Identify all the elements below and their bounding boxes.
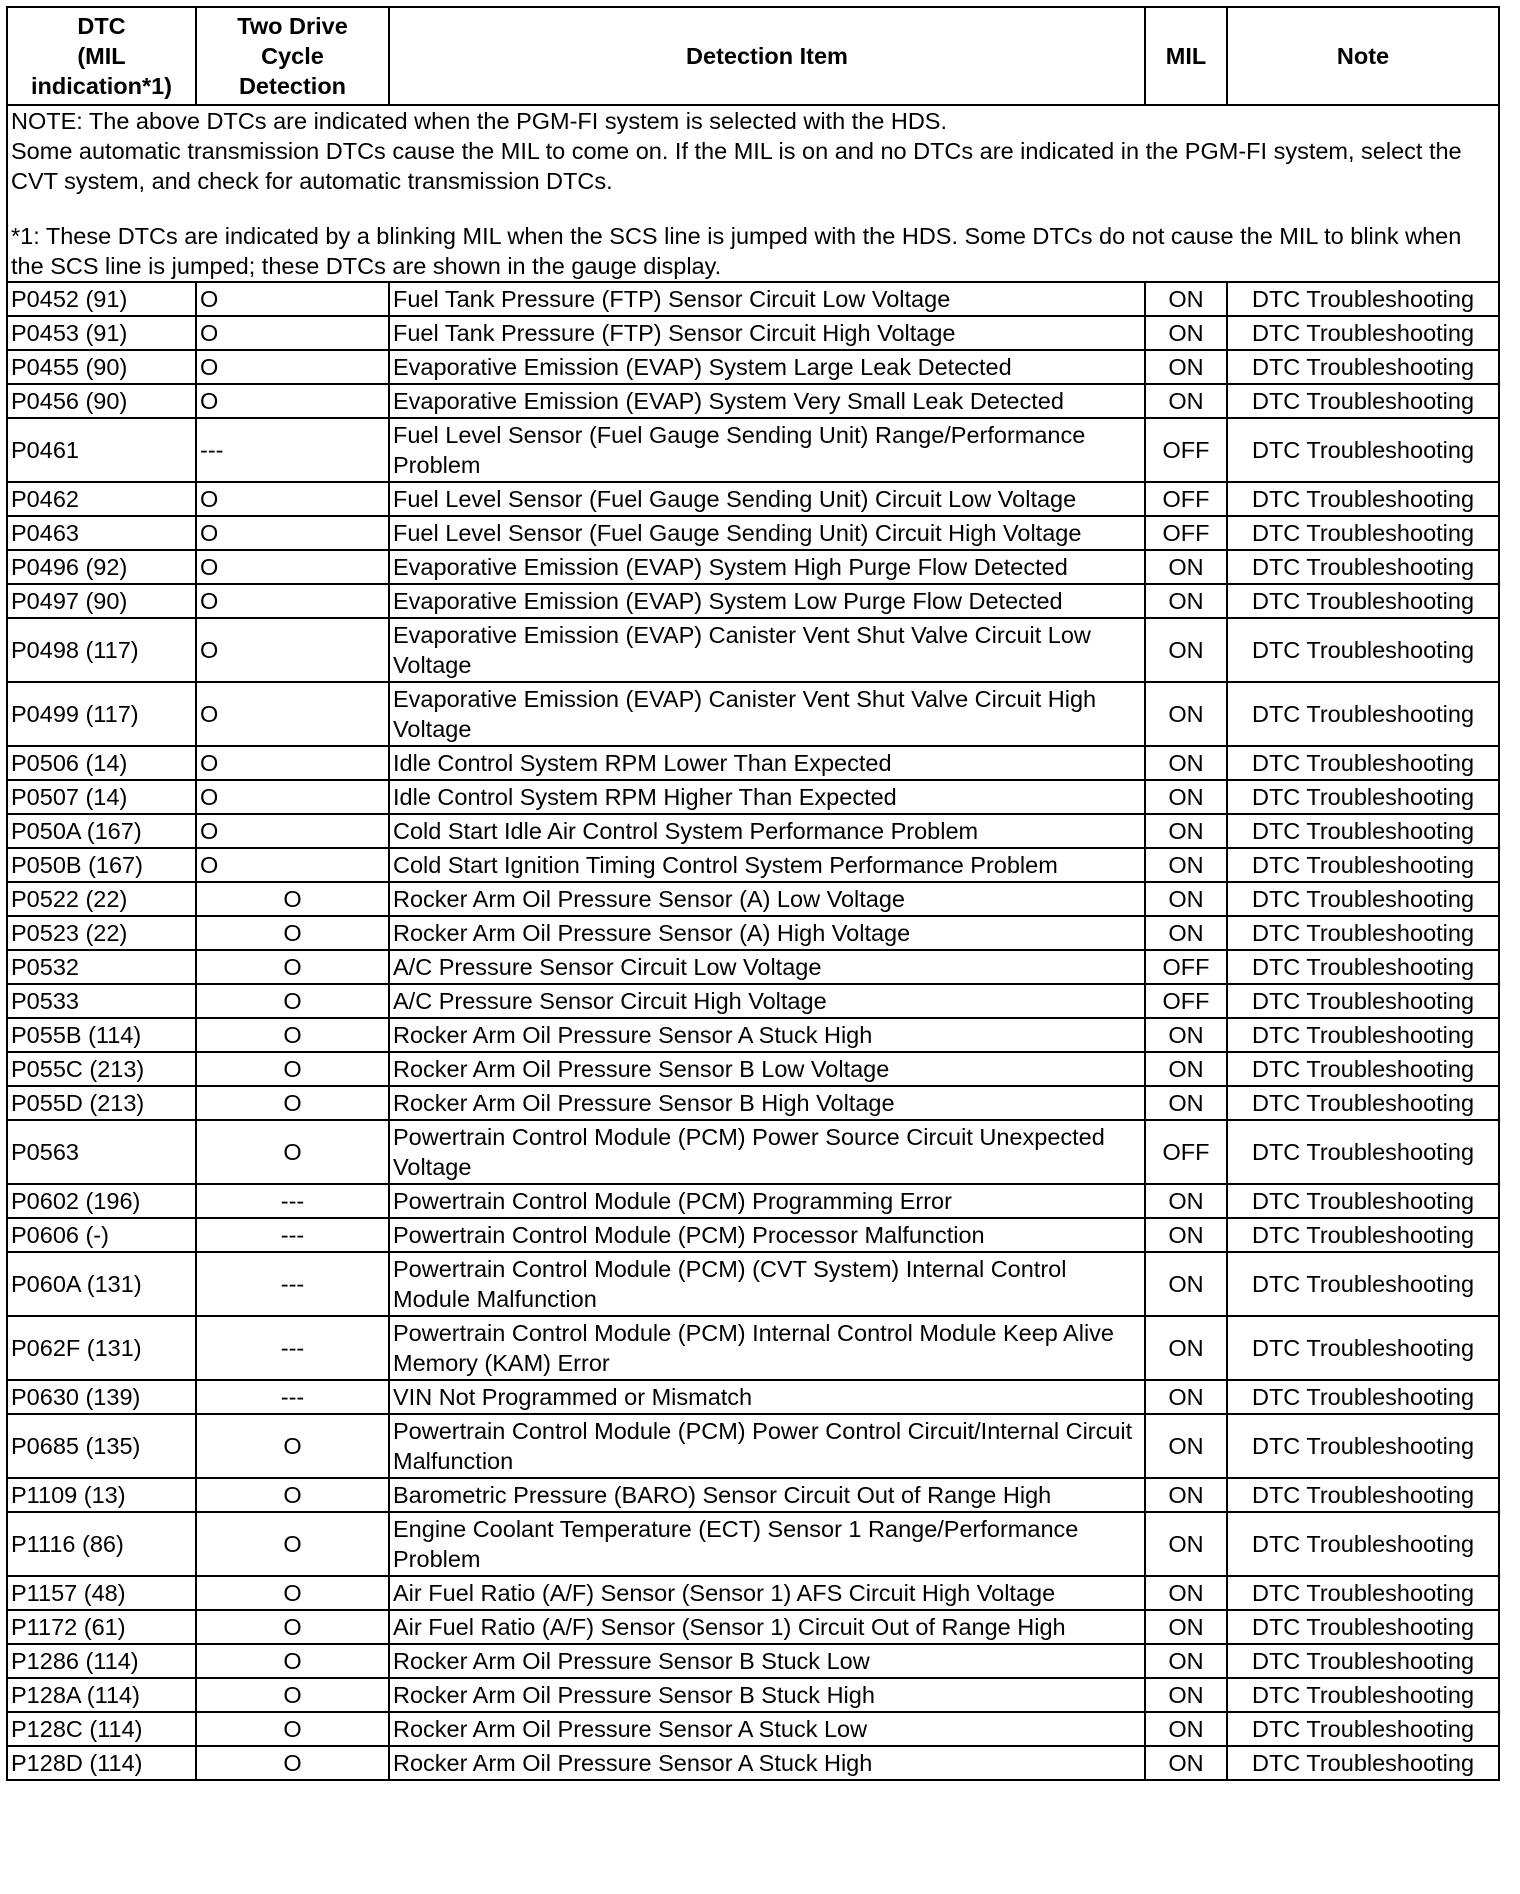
table-row bbox=[7, 1052, 1499, 1086]
table-row bbox=[7, 584, 1499, 618]
note-cell: DTC Troubleshooting bbox=[1227, 418, 1499, 482]
two-drive-cycle-cell: O bbox=[196, 950, 389, 984]
note-cell: DTC Troubleshooting bbox=[1227, 1478, 1499, 1512]
mil-status-cell: ON bbox=[1145, 1316, 1227, 1380]
detection-item-cell: Powertrain Control Module (PCM) Internal Control Module Keep Alive Memory (KAM) Error bbox=[389, 1316, 1145, 1380]
note-cell: DTC Troubleshooting bbox=[1227, 1252, 1499, 1316]
mil-status-cell: ON bbox=[1145, 1678, 1227, 1712]
table-row bbox=[7, 1316, 1499, 1380]
two-drive-cycle-cell: O bbox=[196, 550, 389, 584]
mil-status-cell: ON bbox=[1145, 682, 1227, 746]
mil-status-cell: ON bbox=[1145, 350, 1227, 384]
header-note-label: Note bbox=[1336, 43, 1390, 69]
mil-status-cell: ON bbox=[1145, 316, 1227, 350]
table-row bbox=[7, 516, 1499, 550]
mil-status-cell: OFF bbox=[1145, 418, 1227, 482]
detection-item-cell: Cold Start Ignition Timing Control System Performance Problem bbox=[389, 848, 1145, 882]
two-drive-cycle-cell: O bbox=[196, 1052, 389, 1086]
notes-cell bbox=[7, 105, 1499, 282]
table-row bbox=[7, 950, 1499, 984]
table-row bbox=[7, 848, 1499, 882]
table-row bbox=[7, 1644, 1499, 1678]
mil-status-cell: ON bbox=[1145, 282, 1227, 316]
mil-status-cell: OFF bbox=[1145, 516, 1227, 550]
table-row bbox=[7, 482, 1499, 516]
note-cell: DTC Troubleshooting bbox=[1227, 1712, 1499, 1746]
two-drive-cycle-cell: O bbox=[196, 316, 389, 350]
dtc-sheet bbox=[6, 6, 1500, 1781]
mil-status-cell: ON bbox=[1145, 584, 1227, 618]
note-cell: DTC Troubleshooting bbox=[1227, 516, 1499, 550]
mil-status-cell: ON bbox=[1145, 916, 1227, 950]
two-drive-cycle-cell: O bbox=[196, 482, 389, 516]
table-row bbox=[7, 1184, 1499, 1218]
header-two-drive-cycle bbox=[196, 7, 389, 105]
note-cell: DTC Troubleshooting bbox=[1227, 1120, 1499, 1184]
detection-item-cell: Rocker Arm Oil Pressure Sensor (A) Low Voltage bbox=[389, 882, 1145, 916]
two-drive-cycle-cell: --- bbox=[196, 1184, 389, 1218]
header-note bbox=[1227, 7, 1499, 105]
detection-item-cell: Powertrain Control Module (PCM) (CVT System) Internal Control Module Malfunction bbox=[389, 1252, 1145, 1316]
mil-status-cell: OFF bbox=[1145, 482, 1227, 516]
note-cell: DTC Troubleshooting bbox=[1227, 1644, 1499, 1678]
detection-item-cell: Engine Coolant Temperature (ECT) Sensor 1 Range/Performance Problem bbox=[389, 1512, 1145, 1576]
two-drive-cycle-cell: O bbox=[196, 1610, 389, 1644]
table-row bbox=[7, 1218, 1499, 1252]
detection-item-cell: Powertrain Control Module (PCM) Power Control Circuit/Internal Circuit Malfunction bbox=[389, 1414, 1145, 1478]
dtc-code-cell: P0506 (14) bbox=[7, 746, 196, 780]
detection-item-cell: Fuel Level Sensor (Fuel Gauge Sending Unit) Range/Performance Problem bbox=[389, 418, 1145, 482]
detection-item-cell: Evaporative Emission (EVAP) System Very Small Leak Detected bbox=[389, 384, 1145, 418]
dtc-code-cell: P0523 (22) bbox=[7, 916, 196, 950]
note-cell: DTC Troubleshooting bbox=[1227, 746, 1499, 780]
two-drive-cycle-cell: O bbox=[196, 1512, 389, 1576]
dtc-code-cell: P0685 (135) bbox=[7, 1414, 196, 1478]
note-cell: DTC Troubleshooting bbox=[1227, 1610, 1499, 1644]
dtc-code-cell: P0630 (139) bbox=[7, 1380, 196, 1414]
detection-item-cell: Rocker Arm Oil Pressure Sensor B High Voltage bbox=[389, 1086, 1145, 1120]
table-row bbox=[7, 1712, 1499, 1746]
dtc-code-cell: P0461 bbox=[7, 418, 196, 482]
dtc-code-cell: P0497 (90) bbox=[7, 584, 196, 618]
mil-status-cell: ON bbox=[1145, 1252, 1227, 1316]
two-drive-cycle-cell: O bbox=[196, 848, 389, 882]
detection-item-cell: Fuel Level Sensor (Fuel Gauge Sending Unit) Circuit Low Voltage bbox=[389, 482, 1145, 516]
mil-status-cell: ON bbox=[1145, 1610, 1227, 1644]
note-cell: DTC Troubleshooting bbox=[1227, 1746, 1499, 1780]
two-drive-cycle-cell: O bbox=[196, 1120, 389, 1184]
detection-item-cell: Evaporative Emission (EVAP) Canister Vent Shut Valve Circuit High Voltage bbox=[389, 682, 1145, 746]
detection-item-cell: A/C Pressure Sensor Circuit High Voltage bbox=[389, 984, 1145, 1018]
two-drive-cycle-cell: O bbox=[196, 682, 389, 746]
mil-status-cell: ON bbox=[1145, 1512, 1227, 1576]
note-cell: DTC Troubleshooting bbox=[1227, 316, 1499, 350]
note-cell: DTC Troubleshooting bbox=[1227, 584, 1499, 618]
detection-item-cell: Fuel Tank Pressure (FTP) Sensor Circuit Low Voltage bbox=[389, 282, 1145, 316]
detection-item-cell: Rocker Arm Oil Pressure Sensor B Stuck High bbox=[389, 1678, 1145, 1712]
mil-status-cell: ON bbox=[1145, 550, 1227, 584]
note-cell: DTC Troubleshooting bbox=[1227, 1184, 1499, 1218]
mil-status-cell: ON bbox=[1145, 780, 1227, 814]
table-row bbox=[7, 618, 1499, 682]
dtc-code-cell: P0496 (92) bbox=[7, 550, 196, 584]
dtc-code-cell: P055C (213) bbox=[7, 1052, 196, 1086]
table-row bbox=[7, 682, 1499, 746]
dtc-code-cell: P050B (167) bbox=[7, 848, 196, 882]
dtc-code-cell: P060A (131) bbox=[7, 1252, 196, 1316]
table-row bbox=[7, 1746, 1499, 1780]
two-drive-cycle-cell: --- bbox=[196, 418, 389, 482]
table-row bbox=[7, 1610, 1499, 1644]
mil-status-cell: ON bbox=[1145, 1644, 1227, 1678]
detection-item-cell: Fuel Tank Pressure (FTP) Sensor Circuit High Voltage bbox=[389, 316, 1145, 350]
detection-item-cell: Air Fuel Ratio (A/F) Sensor (Sensor 1) Circuit Out of Range High bbox=[389, 1610, 1145, 1644]
note-footnote-1: *1: These DTCs are indicated by a blinking MIL when the SCS line is jumped with the HDS. Some DTCs do not cause the MIL to blink when the SCS line is jumped; these DTCs are shown in the gauge display. bbox=[11, 223, 1462, 279]
note-cell: DTC Troubleshooting bbox=[1227, 1380, 1499, 1414]
dtc-code-cell: P128D (114) bbox=[7, 1746, 196, 1780]
two-drive-cycle-cell: O bbox=[196, 916, 389, 950]
note-cell: DTC Troubleshooting bbox=[1227, 1414, 1499, 1478]
two-drive-cycle-cell: --- bbox=[196, 1316, 389, 1380]
detection-item-cell: Rocker Arm Oil Pressure Sensor B Stuck Low bbox=[389, 1644, 1145, 1678]
mil-status-cell: ON bbox=[1145, 384, 1227, 418]
note-cell: DTC Troubleshooting bbox=[1227, 1086, 1499, 1120]
mil-status-cell: ON bbox=[1145, 882, 1227, 916]
table-row bbox=[7, 1086, 1499, 1120]
detection-item-cell: Cold Start Idle Air Control System Performance Problem bbox=[389, 814, 1145, 848]
table-row bbox=[7, 550, 1499, 584]
mil-status-cell: ON bbox=[1145, 1478, 1227, 1512]
dtc-code-cell: P0456 (90) bbox=[7, 384, 196, 418]
table-row bbox=[7, 418, 1499, 482]
two-drive-cycle-cell: --- bbox=[196, 1252, 389, 1316]
two-drive-cycle-cell: O bbox=[196, 1644, 389, 1678]
table-row bbox=[7, 1120, 1499, 1184]
detection-item-cell: Powertrain Control Module (PCM) Programming Error bbox=[389, 1184, 1145, 1218]
note-cell: DTC Troubleshooting bbox=[1227, 814, 1499, 848]
mil-status-cell: ON bbox=[1145, 1712, 1227, 1746]
note-cell: DTC Troubleshooting bbox=[1227, 1316, 1499, 1380]
dtc-code-cell: P0533 bbox=[7, 984, 196, 1018]
header-drive-line: Detection bbox=[238, 73, 347, 99]
two-drive-cycle-cell: O bbox=[196, 516, 389, 550]
note-cell: DTC Troubleshooting bbox=[1227, 984, 1499, 1018]
two-drive-cycle-cell: O bbox=[196, 984, 389, 1018]
two-drive-cycle-cell: O bbox=[196, 1678, 389, 1712]
two-drive-cycle-cell: O bbox=[196, 780, 389, 814]
note-pgm-fi: NOTE: The above DTCs are indicated when the PGM-FI system is selected with the HDS. bbox=[11, 108, 948, 134]
dtc-code-cell: P0563 bbox=[7, 1120, 196, 1184]
detection-item-cell: Rocker Arm Oil Pressure Sensor A Stuck Low bbox=[389, 1712, 1145, 1746]
note-cell: DTC Troubleshooting bbox=[1227, 848, 1499, 882]
dtc-code-cell: P0532 bbox=[7, 950, 196, 984]
table-row bbox=[7, 384, 1499, 418]
note-cell: DTC Troubleshooting bbox=[1227, 1576, 1499, 1610]
dtc-code-cell: P1157 (48) bbox=[7, 1576, 196, 1610]
table-row bbox=[7, 316, 1499, 350]
mil-status-cell: ON bbox=[1145, 1052, 1227, 1086]
mil-status-cell: ON bbox=[1145, 618, 1227, 682]
dtc-code-cell: P0498 (117) bbox=[7, 618, 196, 682]
dtc-code-cell: P0507 (14) bbox=[7, 780, 196, 814]
mil-status-cell: ON bbox=[1145, 814, 1227, 848]
dtc-code-cell: P0463 bbox=[7, 516, 196, 550]
table-row bbox=[7, 1252, 1499, 1316]
header-drive-line: Cycle bbox=[261, 43, 324, 69]
note-cell: DTC Troubleshooting bbox=[1227, 1512, 1499, 1576]
header-dtc-line: (MIL bbox=[77, 43, 126, 69]
detection-item-cell: Idle Control System RPM Higher Than Expected bbox=[389, 780, 1145, 814]
mil-status-cell: ON bbox=[1145, 1414, 1227, 1478]
detection-item-cell: Evaporative Emission (EVAP) System Large Leak Detected bbox=[389, 350, 1145, 384]
dtc-code-cell: P1116 (86) bbox=[7, 1512, 196, 1576]
table-row bbox=[7, 814, 1499, 848]
note-cell: DTC Troubleshooting bbox=[1227, 1052, 1499, 1086]
header-dtc-line: DTC bbox=[77, 13, 126, 39]
two-drive-cycle-cell: O bbox=[196, 1414, 389, 1478]
dtc-code-cell: P128C (114) bbox=[7, 1712, 196, 1746]
two-drive-cycle-cell: O bbox=[196, 1746, 389, 1780]
dtc-code-cell: P0499 (117) bbox=[7, 682, 196, 746]
mil-status-cell: OFF bbox=[1145, 950, 1227, 984]
dtc-code-cell: P0606 (-) bbox=[7, 1218, 196, 1252]
dtc-code-cell: P1172 (61) bbox=[7, 1610, 196, 1644]
mil-status-cell: OFF bbox=[1145, 984, 1227, 1018]
two-drive-cycle-cell: --- bbox=[196, 1218, 389, 1252]
note-cell: DTC Troubleshooting bbox=[1227, 482, 1499, 516]
detection-item-cell: Rocker Arm Oil Pressure Sensor (A) High Voltage bbox=[389, 916, 1145, 950]
two-drive-cycle-cell: O bbox=[196, 1086, 389, 1120]
note-cell: DTC Troubleshooting bbox=[1227, 384, 1499, 418]
table-row bbox=[7, 1678, 1499, 1712]
detection-item-cell: Rocker Arm Oil Pressure Sensor B Low Voltage bbox=[389, 1052, 1145, 1086]
two-drive-cycle-cell: O bbox=[196, 350, 389, 384]
mil-status-cell: ON bbox=[1145, 1184, 1227, 1218]
table-row bbox=[7, 282, 1499, 316]
two-drive-cycle-cell: --- bbox=[196, 1380, 389, 1414]
table-row bbox=[7, 1478, 1499, 1512]
two-drive-cycle-cell: O bbox=[196, 1478, 389, 1512]
detection-item-cell: Barometric Pressure (BARO) Sensor Circuit Out of Range High bbox=[389, 1478, 1145, 1512]
detection-item-cell: Rocker Arm Oil Pressure Sensor A Stuck High bbox=[389, 1018, 1145, 1052]
dtc-code-cell: P0602 (196) bbox=[7, 1184, 196, 1218]
table-row bbox=[7, 1380, 1499, 1414]
dtc-code-cell: P1109 (13) bbox=[7, 1478, 196, 1512]
note-cell: DTC Troubleshooting bbox=[1227, 282, 1499, 316]
note-cell: DTC Troubleshooting bbox=[1227, 1018, 1499, 1052]
dtc-code-cell: P1286 (114) bbox=[7, 1644, 196, 1678]
two-drive-cycle-cell: O bbox=[196, 1576, 389, 1610]
detection-item-cell: A/C Pressure Sensor Circuit Low Voltage bbox=[389, 950, 1145, 984]
detection-item-cell: Fuel Level Sensor (Fuel Gauge Sending Unit) Circuit High Voltage bbox=[389, 516, 1145, 550]
dtc-code-cell: P062F (131) bbox=[7, 1316, 196, 1380]
detection-item-cell: Powertrain Control Module (PCM) Processor Malfunction bbox=[389, 1218, 1145, 1252]
header-mil bbox=[1145, 7, 1227, 105]
detection-item-cell: Idle Control System RPM Lower Than Expected bbox=[389, 746, 1145, 780]
note-cell: DTC Troubleshooting bbox=[1227, 350, 1499, 384]
dtc-code-cell: P055B (114) bbox=[7, 1018, 196, 1052]
two-drive-cycle-cell: O bbox=[196, 384, 389, 418]
two-drive-cycle-cell: O bbox=[196, 1712, 389, 1746]
note-cell: DTC Troubleshooting bbox=[1227, 882, 1499, 916]
note-cell: DTC Troubleshooting bbox=[1227, 618, 1499, 682]
mil-status-cell: ON bbox=[1145, 1746, 1227, 1780]
two-drive-cycle-cell: O bbox=[196, 618, 389, 682]
mil-status-cell: ON bbox=[1145, 1380, 1227, 1414]
detection-item-cell: Air Fuel Ratio (A/F) Sensor (Sensor 1) AFS Circuit High Voltage bbox=[389, 1576, 1145, 1610]
table-row bbox=[7, 984, 1499, 1018]
mil-status-cell: OFF bbox=[1145, 1120, 1227, 1184]
table-row bbox=[7, 916, 1499, 950]
mil-status-cell: ON bbox=[1145, 848, 1227, 882]
header-mil-label: MIL bbox=[1165, 43, 1207, 69]
note-cell: DTC Troubleshooting bbox=[1227, 950, 1499, 984]
mil-status-cell: ON bbox=[1145, 1086, 1227, 1120]
two-drive-cycle-cell: O bbox=[196, 882, 389, 916]
header-dtc-line: indication*1) bbox=[30, 73, 172, 99]
table-row bbox=[7, 780, 1499, 814]
table-row bbox=[7, 1576, 1499, 1610]
dtc-code-cell: P0522 (22) bbox=[7, 882, 196, 916]
mil-status-cell: ON bbox=[1145, 1576, 1227, 1610]
note-cell: DTC Troubleshooting bbox=[1227, 1678, 1499, 1712]
note-cell: DTC Troubleshooting bbox=[1227, 916, 1499, 950]
detection-item-cell: Evaporative Emission (EVAP) System High Purge Flow Detected bbox=[389, 550, 1145, 584]
header-detection-item-label: Detection Item bbox=[686, 43, 848, 69]
mil-status-cell: ON bbox=[1145, 1018, 1227, 1052]
header-dtc bbox=[7, 7, 196, 105]
table-row bbox=[7, 882, 1499, 916]
dtc-code-cell: P050A (167) bbox=[7, 814, 196, 848]
detection-item-cell: VIN Not Programmed or Mismatch bbox=[389, 1380, 1145, 1414]
header-row bbox=[7, 7, 1499, 105]
table-row bbox=[7, 746, 1499, 780]
note-cell: DTC Troubleshooting bbox=[1227, 682, 1499, 746]
note-cell: DTC Troubleshooting bbox=[1227, 550, 1499, 584]
dtc-code-cell: P0453 (91) bbox=[7, 316, 196, 350]
header-drive-line: Two Drive bbox=[237, 13, 348, 39]
table-row bbox=[7, 1018, 1499, 1052]
detection-item-cell: Rocker Arm Oil Pressure Sensor A Stuck High bbox=[389, 1746, 1145, 1780]
dtc-code-cell: P055D (213) bbox=[7, 1086, 196, 1120]
note-cell: DTC Troubleshooting bbox=[1227, 780, 1499, 814]
table-row bbox=[7, 1512, 1499, 1576]
two-drive-cycle-cell: O bbox=[196, 1018, 389, 1052]
notes-row bbox=[7, 105, 1499, 282]
two-drive-cycle-cell: O bbox=[196, 282, 389, 316]
table-row bbox=[7, 1414, 1499, 1478]
dtc-code-cell: P0452 (91) bbox=[7, 282, 196, 316]
two-drive-cycle-cell: O bbox=[196, 584, 389, 618]
detection-item-cell: Powertrain Control Module (PCM) Power Source Circuit Unexpected Voltage bbox=[389, 1120, 1145, 1184]
header-detection-item bbox=[389, 7, 1145, 105]
mil-status-cell: ON bbox=[1145, 1218, 1227, 1252]
note-automatic-transmission: Some automatic transmission DTCs cause the MIL to come on. If the MIL is on and no DTCs are indicated in the PGM-FI system, select the CVT system, and check for automatic transmission DTCs. bbox=[11, 138, 1462, 194]
detection-item-cell: Evaporative Emission (EVAP) Canister Vent Shut Valve Circuit Low Voltage bbox=[389, 618, 1145, 682]
dtc-rows bbox=[7, 282, 1499, 1780]
dtc-table bbox=[6, 6, 1500, 1781]
note-cell: DTC Troubleshooting bbox=[1227, 1218, 1499, 1252]
dtc-code-cell: P0455 (90) bbox=[7, 350, 196, 384]
mil-status-cell: ON bbox=[1145, 746, 1227, 780]
table-row bbox=[7, 350, 1499, 384]
detection-item-cell: Evaporative Emission (EVAP) System Low Purge Flow Detected bbox=[389, 584, 1145, 618]
two-drive-cycle-cell: O bbox=[196, 814, 389, 848]
two-drive-cycle-cell: O bbox=[196, 746, 389, 780]
dtc-code-cell: P0462 bbox=[7, 482, 196, 516]
dtc-code-cell: P128A (114) bbox=[7, 1678, 196, 1712]
